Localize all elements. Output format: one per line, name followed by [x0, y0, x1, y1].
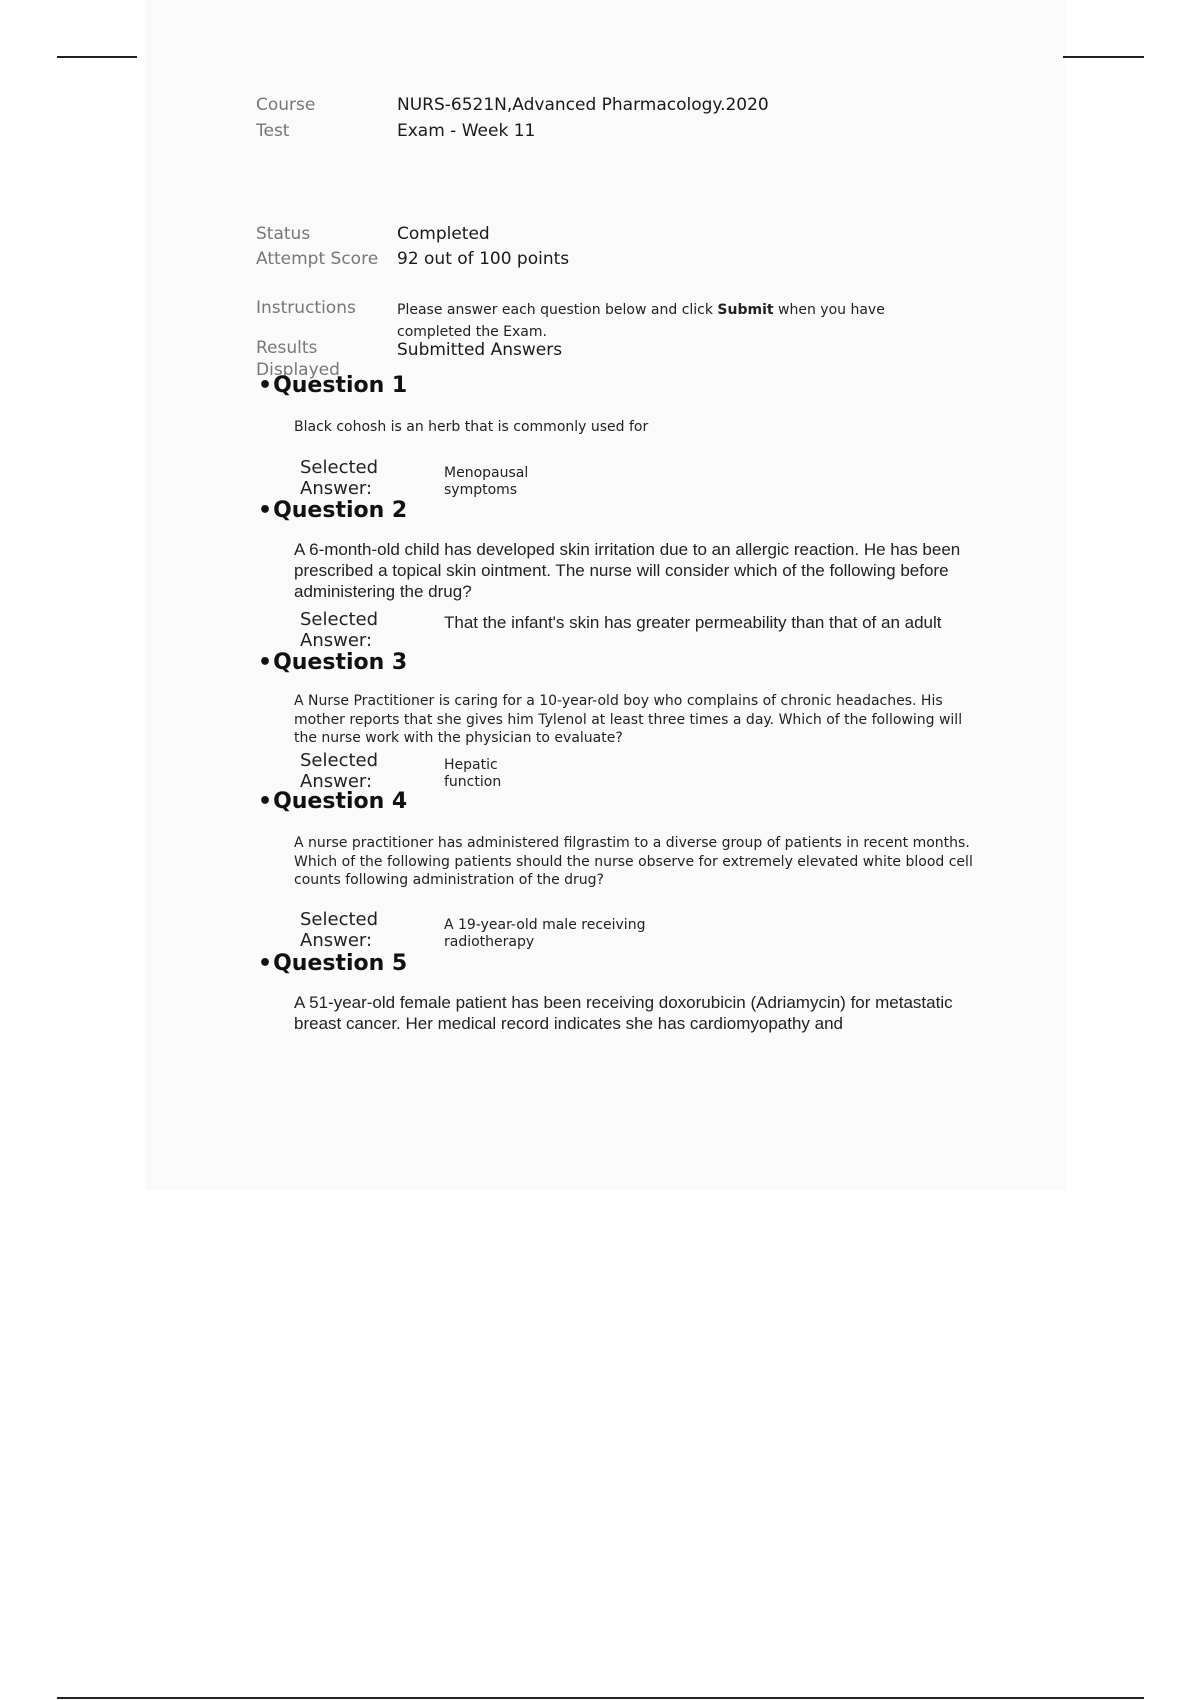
status-value: Completed: [397, 224, 490, 244]
instructions-label: Instructions: [256, 298, 356, 318]
question-2-selected-answer: That the infant's skin has greater permeability than that of an adult: [444, 613, 942, 632]
question-1-text: Black cohosh is an herb that is commonly used for: [294, 419, 649, 435]
question-3-selected-answer: Hepatic function: [444, 757, 502, 790]
bullet-icon: •: [258, 951, 273, 976]
question-1-selected-answer: Menopausal symptoms: [444, 465, 529, 498]
question-4-heading: [258, 788, 407, 816]
bullet-icon: •: [258, 498, 273, 523]
footer-rule: [57, 1697, 1144, 1699]
question-3-text: A Nurse Practitioner is caring for a 10-year-old boy who complains of chronic headaches. His mother reports that she gives him Tylenol at least three times a day. Which of the following will the nurse work with the physician to evaluate?: [294, 693, 963, 746]
question-2-selected-label: Selected Answer:: [300, 609, 379, 651]
question-2-text: A 6-month-old child has developed skin irritation due to an allergic reaction. He has been prescribed a topical skin ointment. The nurse will consider which of the following before administering the drug?: [294, 540, 961, 601]
results-value: Submitted Answers: [397, 340, 563, 360]
question-4-selected-answer: A 19-year-old male receiving radiotherapy: [444, 917, 646, 950]
instructions-text-part: Please answer each question below and click: [397, 302, 718, 318]
question-5-heading: [258, 950, 407, 978]
instructions-text-part: when you have completed the Exam.: [397, 302, 885, 340]
course-label: Course: [256, 95, 316, 115]
question-1-title: Question 1: [273, 373, 408, 398]
score-row: [256, 248, 569, 270]
bullet-icon: •: [258, 373, 273, 398]
test-value: Exam - Week 11: [397, 121, 536, 141]
question-1-selected-label: Selected Answer:: [300, 457, 379, 499]
question-2-heading: [258, 497, 407, 525]
question-3-selected-label: Selected Answer:: [300, 750, 379, 792]
question-3-title: Question 3: [273, 650, 408, 675]
question-4-title: Question 4: [273, 789, 408, 814]
question-2-title: Question 2: [273, 498, 408, 523]
instructions-text: [397, 299, 957, 343]
question-3-heading: [258, 649, 407, 677]
status-row: [256, 223, 490, 245]
test-label: Test: [256, 121, 290, 141]
status-label: Status: [256, 224, 311, 244]
course-value: NURS-6521N,Advanced Pharmacology.2020: [397, 95, 769, 115]
results-label: Results Displayed: [256, 338, 340, 380]
course-row: [256, 94, 769, 116]
score-label: Attempt Score: [256, 249, 379, 269]
header-rule-left: [57, 56, 137, 58]
question-4-selected-label: Selected Answer:: [300, 909, 379, 951]
score-value: 92 out of 100 points: [397, 249, 570, 269]
instructions-submit-word: Submit: [717, 302, 774, 318]
question-4-text: A nurse practitioner has administered filgrastim to a diverse group of patients in recent months. Which of the following patients should the nurse observe for extremely elevated white blood cell counts following administration of the drug?: [294, 835, 973, 888]
bullet-icon: •: [258, 650, 273, 675]
test-row: [256, 120, 535, 142]
instructions-row: [256, 297, 397, 319]
question-5-title: Question 5: [273, 951, 408, 976]
header-rule-right: [1063, 56, 1144, 58]
question-5-text: A 51-year-old female patient has been receiving doxorubicin (Adriamycin) for metastatic breast cancer. Her medical record indicates she has cardiomyopathy and: [294, 993, 953, 1033]
question-1-heading: [258, 372, 407, 400]
bullet-icon: •: [258, 789, 273, 814]
